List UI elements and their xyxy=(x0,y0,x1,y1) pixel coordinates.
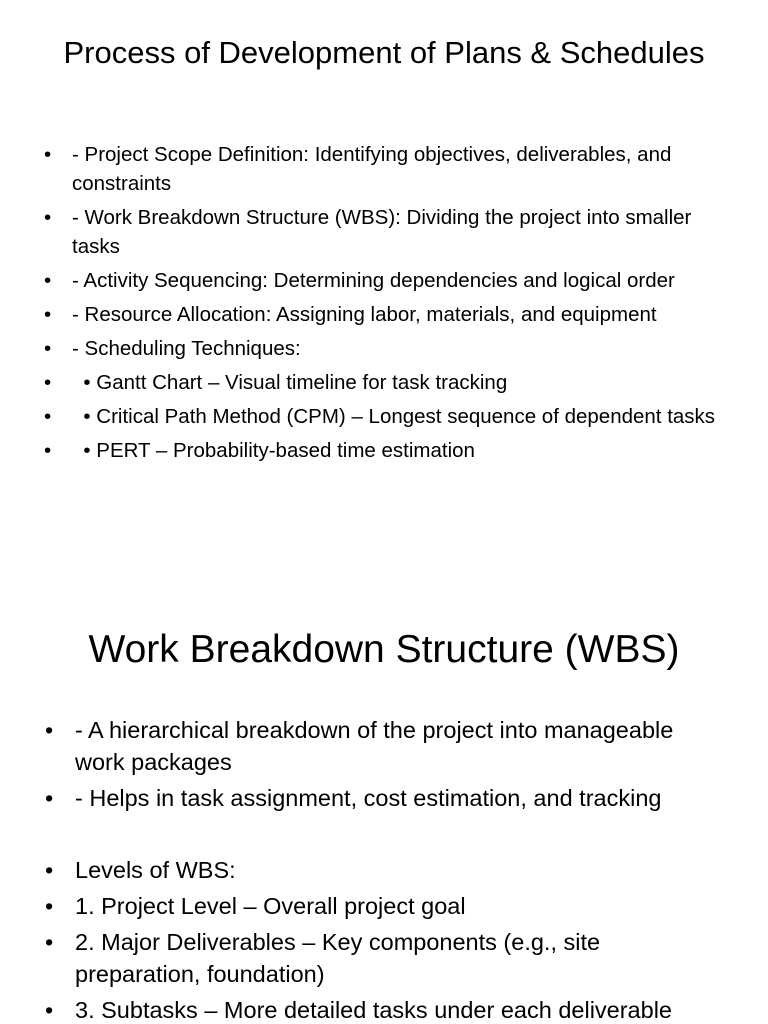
list-item xyxy=(45,782,725,814)
list-item xyxy=(45,890,725,922)
list-item xyxy=(44,266,732,295)
bullet-icon: • xyxy=(44,206,52,229)
bullet-icon: • xyxy=(45,717,54,743)
bullet-icon: • xyxy=(44,143,52,166)
bullet-icon: • xyxy=(45,785,54,811)
bullet-text: - Activity Sequencing: Determining dependencies and logical order xyxy=(72,269,675,292)
slide-title: Process of Development of Plans & Schedules xyxy=(63,35,705,70)
bullet-icon: • xyxy=(44,303,52,326)
bullet-text: 1. Project Level – Overall project goal xyxy=(75,893,466,919)
list-item xyxy=(44,436,732,465)
bullet-text: 3. Subtasks – More detailed tasks under each deliverable xyxy=(75,997,672,1023)
bullet-icon: • xyxy=(44,439,52,462)
bullet-text: - Helps in task assignment, cost estimation, and tracking xyxy=(75,785,662,811)
bullet-icon: • xyxy=(45,893,54,919)
bullet-icon: • xyxy=(45,857,54,883)
bullet-icon: • xyxy=(44,405,52,428)
list-item xyxy=(44,402,732,431)
slide-wbs xyxy=(0,560,768,1024)
empty-list-item xyxy=(75,818,725,850)
bullet-text: - A hierarchical breakdown of the project into manageable work packages xyxy=(75,717,674,775)
list-item xyxy=(45,926,725,990)
list-item xyxy=(44,300,732,329)
bullet-text: • PERT – Probability-based time estimation xyxy=(72,439,475,462)
list-item xyxy=(45,854,725,886)
list-item xyxy=(44,203,732,261)
bullet-text: • Critical Path Method (CPM) – Longest sequence of dependent tasks xyxy=(72,405,716,428)
list-item xyxy=(45,714,725,778)
bullet-text: 2. Major Deliverables – Key components (e.g., site preparation, foundation) xyxy=(75,929,601,987)
slide-title: Work Breakdown Structure (WBS) xyxy=(88,628,680,671)
bullet-text: - Work Breakdown Structure (WBS): Dividing the project into smaller tasks xyxy=(72,206,692,258)
bullet-icon: • xyxy=(44,269,52,292)
bullet-text: - Scheduling Techniques: xyxy=(72,337,301,360)
bullet-list xyxy=(45,714,725,1024)
list-item xyxy=(44,368,732,397)
list-item xyxy=(44,140,732,198)
bullet-text: - Resource Allocation: Assigning labor, materials, and equipment xyxy=(72,303,657,326)
bullet-text: • Gantt Chart – Visual timeline for task tracking xyxy=(72,371,508,394)
list-item xyxy=(45,994,725,1024)
bullet-icon: • xyxy=(45,997,54,1023)
list-item xyxy=(44,334,732,363)
bullet-icon: • xyxy=(44,371,52,394)
bullet-list xyxy=(44,140,732,470)
bullet-icon: • xyxy=(45,929,54,955)
bullet-text: Levels of WBS: xyxy=(75,857,236,883)
bullet-text: - Project Scope Definition: Identifying objectives, deliverables, and constraints xyxy=(72,143,672,195)
bullet-icon: • xyxy=(44,337,52,360)
